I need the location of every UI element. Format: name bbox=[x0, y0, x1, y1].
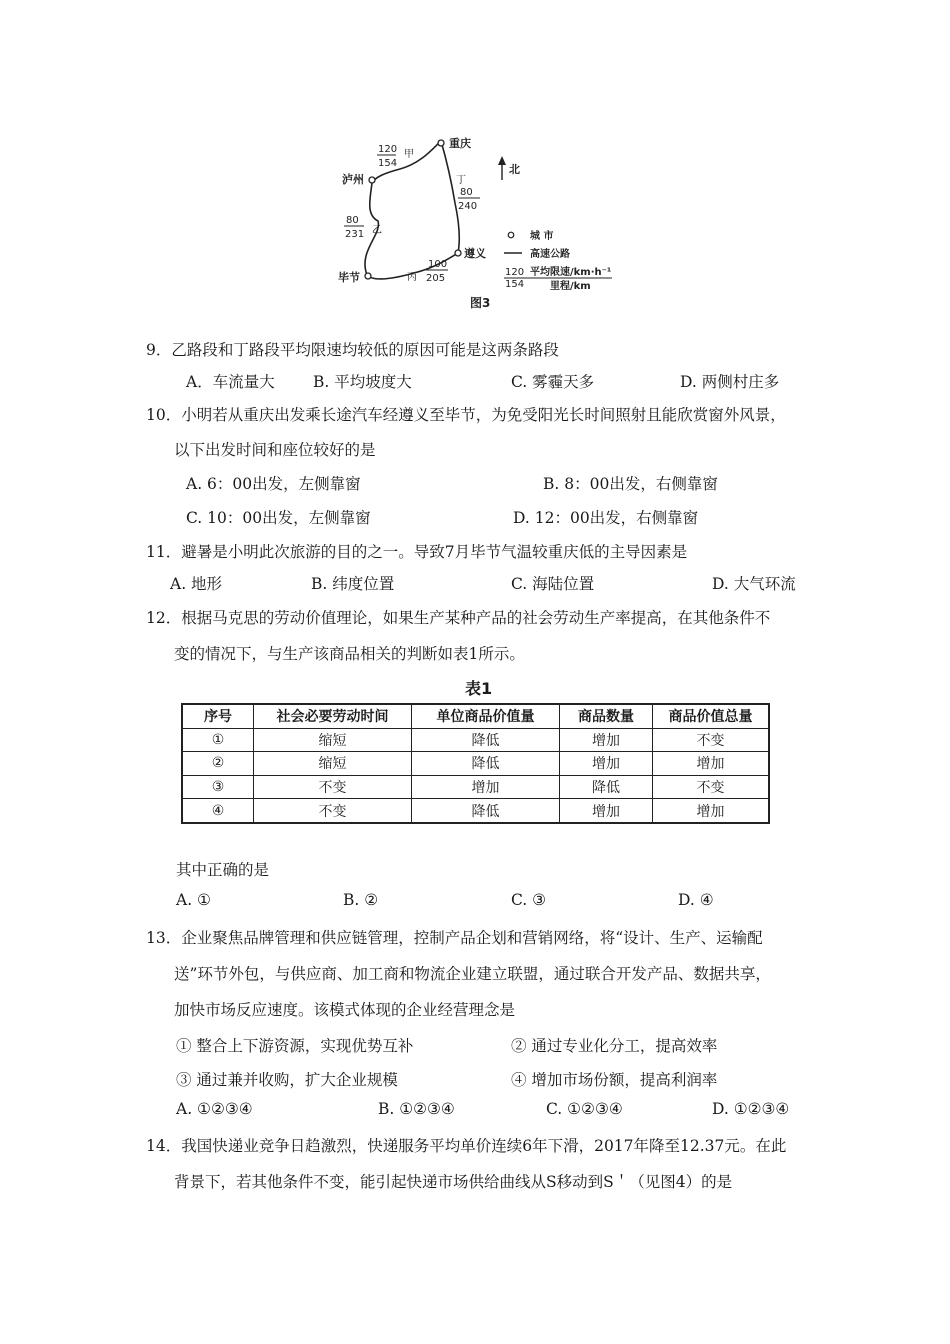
legend-speed-label: 平均限速/km·h⁻¹ bbox=[530, 267, 612, 278]
segment-jia-distance: 154 bbox=[378, 158, 398, 169]
q12-option-b: B. ② bbox=[343, 891, 379, 909]
segment-ding-name: 丁 bbox=[456, 175, 466, 186]
table-cell: ④ bbox=[182, 799, 254, 823]
north-arrow-icon bbox=[498, 156, 506, 180]
table-header-cell: 单位商品价值量 bbox=[412, 704, 560, 728]
table-header-cell: 商品数量 bbox=[560, 704, 653, 728]
table-cell: 增加 bbox=[412, 775, 560, 799]
table-cell: ① bbox=[182, 728, 254, 752]
q11-stem: 11．避暑是小明此次旅游的目的之一。导致7月毕节气温较重庆低的主导因素是 bbox=[146, 543, 688, 561]
q12-option-a: A. ① bbox=[176, 891, 211, 909]
q9-option-b: B. 平均坡度大 bbox=[313, 373, 412, 391]
figure-caption: 图3 bbox=[470, 296, 491, 310]
segment-yi-distance: 231 bbox=[345, 229, 365, 240]
table-header-cell: 商品价值总量 bbox=[653, 704, 770, 728]
q12-option-c: C. ③ bbox=[511, 891, 547, 909]
segment-ding-speed: 80 bbox=[460, 187, 473, 198]
q9-option-a: A．车流量大 bbox=[186, 373, 275, 391]
q13-option-a: A. ①②③④ bbox=[176, 1100, 253, 1118]
segment-ding-distance: 240 bbox=[458, 201, 478, 212]
legend-highway-label: 高速公路 bbox=[530, 249, 570, 260]
city-label-bijie: 毕节 bbox=[338, 271, 360, 284]
segment-yi-name: 乙 bbox=[372, 225, 382, 236]
q13-stem-line1: 13．企业聚焦品牌管理和供应链管理，控制产品企划和营销网络，将“设计、生产、运输配 bbox=[146, 929, 763, 947]
q13-option-d: D. ①②③④ bbox=[712, 1100, 790, 1118]
q13-stem-line3: 加快市场反应速度。该模式体现的企业经营理念是 bbox=[174, 1001, 516, 1019]
q13-statement-2: ② 通过专业化分工，提高效率 bbox=[511, 1037, 718, 1055]
segment-jia-name: 甲 bbox=[404, 149, 414, 160]
q12-stem-line1: 12．根据马克思的劳动价值理论，如果生产某种产品的社会劳动生产率提高，在其他条件不 bbox=[146, 609, 771, 627]
table-cell: 不变 bbox=[653, 728, 770, 752]
table-row bbox=[182, 799, 769, 823]
q13-statement-1: ① 整合上下游资源，实现优势互补 bbox=[176, 1037, 414, 1055]
table-cell: 增加 bbox=[560, 728, 653, 752]
table-row bbox=[182, 752, 769, 776]
table-cell: 降低 bbox=[412, 728, 560, 752]
q13-option-c: C. ①②③④ bbox=[546, 1100, 623, 1118]
q11-option-c: C. 海陆位置 bbox=[511, 575, 595, 593]
table-caption: 表1 bbox=[465, 679, 493, 698]
q10-option-c: C. 10：00出发，左侧靠窗 bbox=[186, 509, 371, 527]
q10-option-a: A. 6：00出发，左侧靠窗 bbox=[186, 475, 361, 493]
table-cell: 缩短 bbox=[254, 728, 412, 752]
legend-speed-example: 120 bbox=[505, 267, 525, 278]
table-cell: ② bbox=[182, 752, 254, 776]
table-header-cell: 社会必要劳动时间 bbox=[254, 704, 412, 728]
q10-option-d: D. 12：00出发，右侧靠窗 bbox=[513, 509, 699, 527]
q13-stem-line2: 送”环节外包，与供应商、加工商和物流企业建立联盟，通过联合开发产品、数据共享， bbox=[174, 965, 771, 983]
table-header-cell: 序号 bbox=[182, 704, 254, 728]
city-marker-chongqing bbox=[438, 140, 444, 146]
table-cell: 降低 bbox=[412, 799, 560, 823]
q9-option-c: C. 雾霾天多 bbox=[511, 373, 595, 391]
q13-option-b: B. ①②③④ bbox=[378, 1100, 455, 1118]
table-cell: 增加 bbox=[560, 799, 653, 823]
segment-bing-speed: 100 bbox=[428, 259, 448, 270]
legend-distance-label: 里程/km bbox=[550, 281, 591, 292]
segment-bing-name: 丙 bbox=[407, 272, 417, 283]
table-cell: 增加 bbox=[653, 799, 770, 823]
table-cell: 增加 bbox=[653, 752, 770, 776]
q11-option-a: A. 地形 bbox=[170, 575, 223, 593]
city-marker-zunyi bbox=[455, 250, 461, 256]
q9-stem: 9．乙路段和丁路段平均限速均较低的原因可能是这两条路段 bbox=[146, 341, 559, 359]
table-cell: ③ bbox=[182, 775, 254, 799]
city-marker-bijie bbox=[365, 273, 371, 279]
city-label-chongqing: 重庆 bbox=[449, 137, 471, 150]
legend-city-symbol bbox=[508, 232, 514, 238]
q14-stem-line1: 14．我国快递业竞争日趋激烈，快递服务平均单价连续6年下滑，2017年降至12.37元。在此 bbox=[146, 1137, 787, 1155]
q12-stem-line2: 变的情况下，与生产该商品相关的判断如表1所示。 bbox=[174, 645, 525, 663]
city-label-zunyi: 遵义 bbox=[464, 247, 486, 260]
table-cell: 降低 bbox=[412, 752, 560, 776]
table-cell: 缩短 bbox=[254, 752, 412, 776]
q9-option-d: D. 两侧村庄多 bbox=[680, 373, 780, 391]
q11-option-d: D. 大气环流 bbox=[712, 575, 796, 593]
q13-statement-4: ④ 增加市场份额，提高利润率 bbox=[511, 1071, 718, 1089]
segment-bing-distance: 205 bbox=[426, 273, 446, 284]
q13-statement-3: ③ 通过兼并收购，扩大企业规模 bbox=[176, 1071, 398, 1089]
q12-option-d: D. ④ bbox=[678, 891, 714, 909]
route-map-figure bbox=[330, 125, 630, 315]
legend-distance-example: 154 bbox=[505, 279, 525, 290]
q14-stem-line2: 背景下，若其他条件不变，能引起快递市场供给曲线从S移动到S＇（见图4）的是 bbox=[174, 1173, 733, 1191]
north-label: 北 bbox=[509, 163, 520, 176]
table-cell: 不变 bbox=[254, 775, 412, 799]
q12-after-table: 其中正确的是 bbox=[176, 861, 270, 879]
table-cell: 降低 bbox=[560, 775, 653, 799]
q10-stem-line2: 以下出发时间和座位较好的是 bbox=[174, 441, 376, 459]
labor-value-table bbox=[181, 703, 770, 824]
city-marker-luzhou bbox=[369, 177, 375, 183]
table-row bbox=[182, 728, 769, 752]
table-cell: 不变 bbox=[254, 799, 412, 823]
table-row bbox=[182, 775, 769, 799]
table-cell: 增加 bbox=[560, 752, 653, 776]
q11-option-b: B. 纬度位置 bbox=[311, 575, 395, 593]
table-header-row bbox=[182, 704, 769, 728]
table-cell: 不变 bbox=[653, 775, 770, 799]
legend-city-label: 城 市 bbox=[530, 231, 554, 242]
q10-stem-line1: 10．小明若从重庆出发乘长途汽车经遵义至毕节，为免受阳光长时间照射且能欣赏窗外风景， bbox=[146, 406, 786, 424]
segment-jia-speed: 120 bbox=[378, 144, 398, 155]
segment-yi-speed: 80 bbox=[346, 215, 359, 226]
q10-option-b: B. 8：00出发，右侧靠窗 bbox=[543, 475, 718, 493]
city-label-luzhou: 泸州 bbox=[342, 173, 364, 186]
